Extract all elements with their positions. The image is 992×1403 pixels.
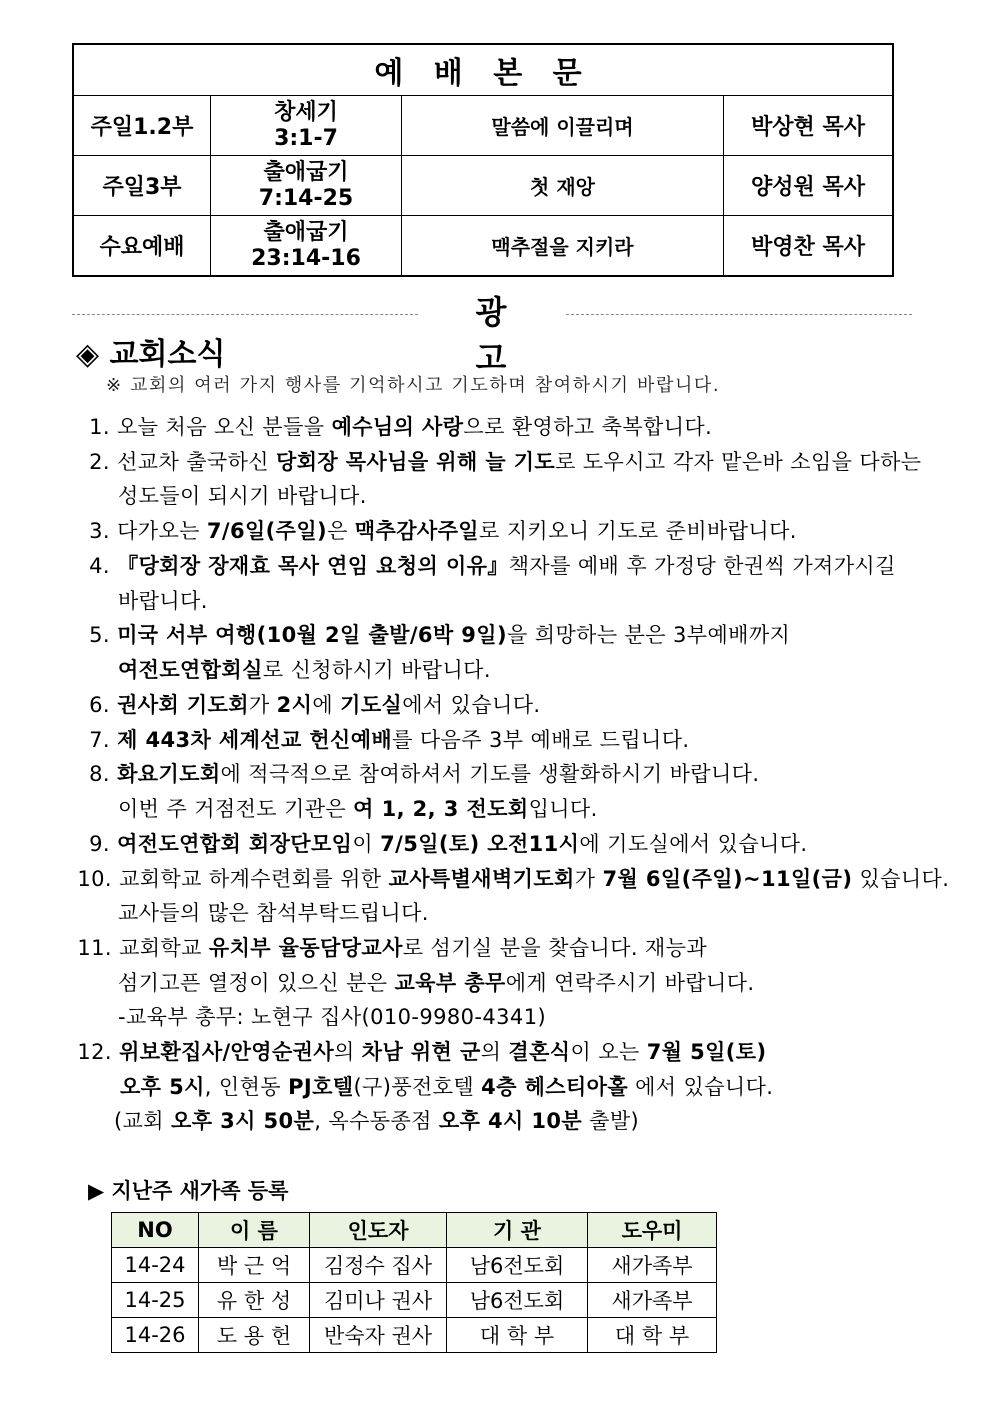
- table-cell: 14-25: [112, 1283, 199, 1318]
- preacher: 양성원 목사: [724, 156, 894, 216]
- text: 있습니다.: [852, 867, 950, 891]
- text-bold: 교사특별새벽기도회: [388, 867, 575, 891]
- notice-item: [74, 865, 949, 893]
- notice-item: [84, 517, 797, 545]
- text-bold: 권사회 기도회: [117, 693, 249, 717]
- item-number: 5.: [89, 623, 110, 647]
- scripture-book: 출애굽기: [263, 159, 349, 185]
- table-row: [112, 1283, 717, 1318]
- ad-title: 광 고: [475, 293, 541, 377]
- text: 를 다음주 3부 예배로 드립니다.: [392, 728, 690, 752]
- text: 출발): [582, 1109, 640, 1133]
- table-cell: 김미나 권사: [310, 1283, 447, 1318]
- text: 에: [312, 693, 341, 717]
- text: , 옥수동종점: [314, 1109, 439, 1133]
- text: 으로 환영하고 축복합니다.: [463, 415, 713, 439]
- notice-continuation: [118, 656, 491, 684]
- text: 에 기도실에서 있습니다.: [579, 832, 808, 856]
- notice-continuation: 바랍니다.: [118, 589, 208, 613]
- text: 섬기고픈 열정이 있으신 분은: [118, 971, 395, 995]
- notice-continuation: 교사들의 많은 참석부탁드립니다.: [118, 901, 429, 925]
- notice-item: [84, 691, 540, 719]
- table-cell: 14-26: [112, 1318, 199, 1353]
- table-cell: 박 근 억: [199, 1248, 310, 1283]
- text: , 인현동: [204, 1075, 289, 1099]
- notice-continuation: [114, 1107, 639, 1135]
- table-row: [112, 1248, 717, 1283]
- table-cell: 유 한 성: [199, 1283, 310, 1318]
- text: (교회: [114, 1109, 172, 1133]
- scripture-book: 창세기: [274, 99, 338, 125]
- text-bold: 여전도연합회 회장단모임: [117, 832, 353, 856]
- text: 가: [248, 693, 277, 717]
- text-bold: 맥추감사주일: [354, 519, 479, 543]
- section-note: ※ 교회의 여러 가지 행사를 기억하시고 기도하며 참여하시기 바랍니다.: [106, 375, 721, 396]
- item-number: 6.: [89, 693, 110, 717]
- text: 을 희망하는 분은 3부예배까지: [507, 623, 791, 647]
- item-number: 3.: [89, 519, 110, 543]
- header-cell: 이 름: [199, 1213, 310, 1248]
- header-cell: 기 관: [447, 1213, 588, 1248]
- text: 에서 있습니다.: [402, 693, 541, 717]
- worship-title: 예 배 본 문: [73, 44, 893, 96]
- item-number: 12.: [77, 1040, 112, 1064]
- text: 책자를 예배 후 가정당 한권씩 가져가시길: [508, 554, 896, 578]
- table-cell: 대 학 부: [588, 1318, 717, 1353]
- text: 선교차 출국하신: [117, 450, 277, 474]
- notice-item: [74, 1038, 766, 1066]
- text-bold: 여 1, 2, 3 전도회: [353, 797, 529, 821]
- table-cell: 남6전도회: [447, 1283, 588, 1318]
- scripture-verse: 7:14-25: [258, 185, 354, 211]
- header-cell: NO: [112, 1213, 199, 1248]
- notice-item: [84, 760, 759, 788]
- scripture-verse: 3:1-7: [274, 125, 338, 151]
- notice-continuation: [118, 969, 754, 997]
- text-bold: 차남 위현 군: [361, 1040, 481, 1064]
- item-number: 2.: [89, 450, 110, 474]
- text-bold: 기도실: [340, 693, 403, 717]
- table-cell: 14-24: [112, 1248, 199, 1283]
- text-bold: 7/6일(주일): [206, 519, 328, 543]
- sermon-title: 맥추절을 지키라: [402, 216, 724, 277]
- notice-continuation: 성도들이 되시기 바랍니다.: [118, 484, 367, 508]
- text: 교회학교: [119, 936, 209, 960]
- preacher: 박상현 목사: [724, 96, 894, 156]
- item-number: 7.: [89, 728, 110, 752]
- divider-left: [72, 314, 418, 315]
- service-name: 주일3부: [73, 156, 211, 216]
- scripture-book: 출애굽기: [263, 219, 349, 245]
- service-name: 주일1.2부: [73, 96, 211, 156]
- text-bold: 위보환집사/안영순권사: [119, 1040, 335, 1064]
- text: 이번 주 거점전도 기관은: [118, 797, 354, 821]
- text-bold: 7/5일(토) 오전11시: [380, 832, 580, 856]
- item-number: 8.: [89, 762, 110, 786]
- text: 의: [334, 1040, 362, 1064]
- newcomer-title: ▶ 지난주 새가족 등록: [88, 1179, 289, 1203]
- text-bold: 오후 5시: [120, 1075, 205, 1099]
- notice-item: [84, 448, 921, 476]
- scripture: [211, 156, 402, 216]
- table-cell: 새가족부: [588, 1248, 717, 1283]
- text: 로 신청하시기 바랍니다.: [262, 658, 491, 682]
- text-bold: 4층 헤스티아홀: [481, 1075, 629, 1099]
- text-bold: 당회장 목사님을 위해 늘 기도: [276, 450, 556, 474]
- text: 의: [480, 1040, 509, 1064]
- text: 오늘 처음 오신 분들을: [117, 415, 332, 439]
- notice-item: [74, 934, 707, 962]
- item-number: 9.: [89, 832, 110, 856]
- notice-item: [84, 552, 896, 580]
- notice-continuation: [118, 795, 598, 823]
- table-cell: 대 학 부: [447, 1318, 588, 1353]
- text-bold: 오후 4시 10분: [438, 1109, 583, 1133]
- text: 다가오는: [117, 519, 207, 543]
- notice-item: [84, 413, 712, 441]
- text: 에게 연락주시기 바랍니다.: [505, 971, 755, 995]
- text-bold: 유치부 율동담당교사: [208, 936, 403, 960]
- newcomer-table: [111, 1212, 717, 1353]
- table-header-row: [112, 1213, 717, 1248]
- notice-item: [84, 830, 807, 858]
- scripture: [211, 216, 402, 277]
- text: (구)풍전호텔: [353, 1075, 482, 1099]
- text-bold: 화요기도회: [117, 762, 221, 786]
- table-row: [73, 96, 893, 156]
- text-bold: 교육부 총무: [394, 971, 506, 995]
- text-bold: 결혼식: [508, 1040, 571, 1064]
- item-number: 10.: [77, 867, 112, 891]
- header-cell: 도우미: [588, 1213, 717, 1248]
- table-cell: 김정수 집사: [310, 1248, 447, 1283]
- worship-table: [72, 43, 894, 277]
- sermon-title: 첫 재앙: [402, 156, 724, 216]
- text-bold: 제 443차 세계선교 헌신예배: [117, 728, 393, 752]
- scripture: [211, 96, 402, 156]
- table-row: [73, 216, 893, 277]
- text-bold: 미국 서부 여행(10월 2일 출발/6박 9일): [117, 623, 507, 647]
- text: 로 도우시고 각자 맡은바 소임을 다하는: [555, 450, 922, 474]
- text-bold: PJ호텔: [288, 1075, 354, 1099]
- text-bold: 7월 5일(토): [646, 1040, 767, 1064]
- notice-item: [84, 621, 790, 649]
- text: 이: [352, 832, 381, 856]
- table-cell: 새가족부: [588, 1283, 717, 1318]
- table-cell: 도 용 헌: [199, 1318, 310, 1353]
- text: 에서 있습니다.: [628, 1075, 774, 1099]
- text-bold: 『당회장 장재효 목사 연임 요청의 이유』: [117, 554, 509, 578]
- text: 입니다.: [528, 797, 598, 821]
- text-bold: 오후 3시 50분: [171, 1109, 315, 1133]
- sermon-title: 말씀에 이끌리며: [402, 96, 724, 156]
- text: 가: [574, 867, 603, 891]
- notice-continuation: [120, 1073, 773, 1101]
- header-cell: 인도자: [310, 1213, 447, 1248]
- notice-item: [84, 726, 689, 754]
- text-bold: 여전도연합회실: [118, 658, 263, 682]
- notice-continuation: -교육부 총무: 노현구 집사(010-9980-4341): [118, 1005, 547, 1029]
- table-row: [112, 1318, 717, 1353]
- item-number: 11.: [77, 936, 112, 960]
- table-cell: 남6전도회: [447, 1248, 588, 1283]
- preacher: 박영찬 목사: [724, 216, 894, 277]
- table-cell: 반숙자 권사: [310, 1318, 447, 1353]
- text-bold: 예수님의 사랑: [331, 415, 464, 439]
- text: 이 오는: [570, 1040, 647, 1064]
- text: 에 적극적으로 참여하셔서 기도를 생활화하시기 바랍니다.: [220, 762, 760, 786]
- item-number: 4.: [89, 554, 110, 578]
- divider-right: [566, 314, 912, 315]
- section-title: ◈ 교회소식: [76, 337, 226, 372]
- text-bold: 7월 6일(주일)~11일(금): [602, 867, 853, 891]
- scripture-verse: 23:14-16: [251, 245, 361, 271]
- text: 로 지키오니 기도로 준비바랍니다.: [478, 519, 797, 543]
- text: 로 섬기실 분을 찾습니다. 재능과: [402, 936, 708, 960]
- service-name: 수요예배: [73, 216, 211, 277]
- text: 은: [327, 519, 355, 543]
- table-row: [73, 156, 893, 216]
- text-bold: 2시: [276, 693, 313, 717]
- text: 교회학교 하계수련회를 위한: [119, 867, 389, 891]
- item-number: 1.: [89, 415, 110, 439]
